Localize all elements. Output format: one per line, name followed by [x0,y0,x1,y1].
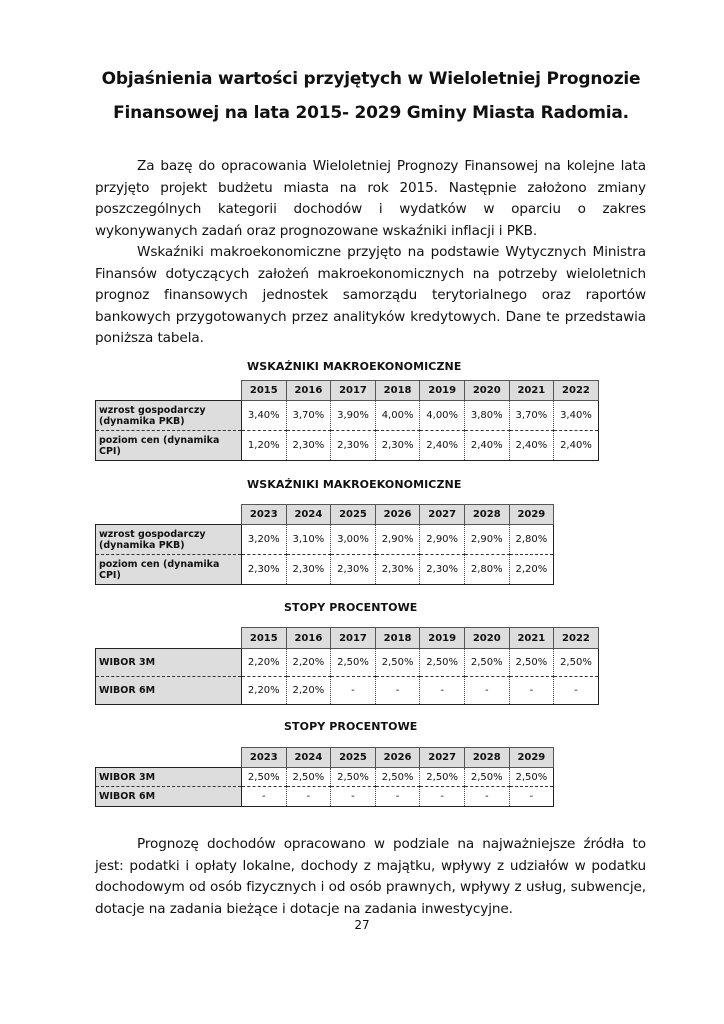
value-cell: - [331,787,376,807]
table-row [96,787,554,807]
value-cell: - [331,677,376,705]
year-header: 2026 [375,748,420,768]
year-header: 2028 [464,748,509,768]
year-header: 2021 [509,628,554,649]
value-cell: 2,50% [242,768,287,787]
value-cell: - [420,677,465,705]
table-caption-rates-1: STOPY PROCENTOWE [284,601,418,614]
value-cell: 2,40% [464,431,509,461]
macro-indicators-table-2015-2022 [95,380,599,461]
value-cell: 2,50% [375,649,420,677]
indicators-paragraph: Wskaźniki makroekonomiczne przyjęto na podstawie Wytycznych Ministra Finansów dotyczących założeń makroekonomicznych na potrzeby wieloletnich prognoz finansowych jednostek samorządu terytorialnego oraz raportów bankowych przygotowanych przez analityków kredytowych. Dane te przedstawia poniższa tabela. [95,244,646,346]
table-caption-macro-1: WSKAŹNIKI MAKROEKONOMICZNE [247,360,462,373]
value-cell: 3,10% [286,525,331,555]
value-cell: 2,30% [331,431,376,461]
value-cell: - [375,677,420,705]
value-cell: 2,20% [286,649,331,677]
year-header: 2025 [331,748,376,768]
year-header: 2016 [286,381,331,401]
table-row [96,677,599,705]
year-header: 2018 [375,628,420,649]
year-header: 2029 [509,505,554,525]
table-row [96,649,599,677]
year-header: 2026 [375,505,420,525]
value-cell: 2,50% [286,768,331,787]
year-header: 2028 [464,505,509,525]
value-cell: 2,30% [375,431,420,461]
value-cell: 2,90% [464,525,509,555]
table-row [96,555,554,585]
table-row [96,431,599,461]
value-cell: 2,90% [375,525,420,555]
value-cell: 2,50% [464,649,509,677]
intro-paragraph: Za bazę do opracowania Wieloletniej Prognozy Finansowej na kolejne lata przyjęto projekt budżetu miasta na rok 2015. Następnie założono zmiany poszczególnych kategorii dochodów i wydatków w oparciu o zakres wykonywanych zadań oraz prognozowane wskaźniki inflacji i PKB. [95,158,646,239]
row-label: wzrost gospodarczy (dynamika PKB) [96,401,242,431]
year-header: 2024 [286,505,331,525]
value-cell: - [464,787,509,807]
value-cell: - [464,677,509,705]
value-cell: 2,20% [286,677,331,705]
value-cell: 1,20% [242,431,287,461]
value-cell: 2,40% [554,431,599,461]
value-cell: - [375,787,420,807]
value-cell: 4,00% [375,401,420,431]
year-header: 2017 [331,628,376,649]
year-header: 2025 [331,505,376,525]
table-caption-rates-2: STOPY PROCENTOWE [284,720,418,733]
year-header: 2020 [464,381,509,401]
value-cell: 2,30% [242,555,287,585]
value-cell: 2,20% [242,677,287,705]
year-header: 2019 [420,628,465,649]
value-cell: 2,20% [509,555,554,585]
table-caption-macro-2: WSKAŹNIKI MAKROEKONOMICZNE [247,478,462,491]
year-header: 2016 [286,628,331,649]
header-blank-cell [96,748,242,768]
value-cell: 2,50% [420,768,465,787]
value-cell: - [509,787,554,807]
value-cell: 2,50% [554,649,599,677]
value-cell: 2,50% [509,768,554,787]
value-cell: 2,50% [331,649,376,677]
row-label: WIBOR 3M [96,768,242,787]
value-cell: 2,40% [420,431,465,461]
interest-rates-table-2023-2029 [95,747,554,807]
value-cell: 3,40% [242,401,287,431]
year-header: 2027 [420,748,465,768]
value-cell: 2,80% [464,555,509,585]
value-cell: 2,30% [286,431,331,461]
year-header: 2017 [331,381,376,401]
header-blank-cell [96,628,242,649]
year-header: 2019 [420,381,465,401]
value-cell: - [242,787,287,807]
value-cell: 2,30% [420,555,465,585]
value-cell: 2,50% [331,768,376,787]
row-label: WIBOR 3M [96,649,242,677]
year-header: 2022 [554,628,599,649]
value-cell: 2,80% [509,525,554,555]
title-line-1: Objaśnienia wartości przyjętych w Wieloletniej Prognozie [101,69,641,89]
value-cell: 2,50% [420,649,465,677]
value-cell: 2,30% [331,555,376,585]
value-cell: 3,40% [554,401,599,431]
macro-indicators-table-2023-2029 [95,504,554,585]
value-cell: - [420,787,465,807]
year-header: 2015 [242,628,287,649]
row-label: poziom cen (dynamika CPI) [96,431,242,461]
row-label: WIBOR 6M [96,787,242,807]
year-header: 2020 [464,628,509,649]
value-cell: 2,50% [375,768,420,787]
value-cell: - [554,677,599,705]
table-row [96,401,599,431]
year-header: 2024 [286,748,331,768]
value-cell: 2,50% [509,649,554,677]
value-cell: 3,20% [242,525,287,555]
value-cell: - [509,677,554,705]
year-header: 2015 [242,381,287,401]
table-row [96,525,554,555]
value-cell: 3,80% [464,401,509,431]
value-cell: 2,30% [375,555,420,585]
page-number: 27 [354,918,370,932]
year-header: 2018 [375,381,420,401]
year-header: 2021 [509,381,554,401]
header-blank-cell [96,381,242,401]
value-cell: 3,90% [331,401,376,431]
year-header: 2022 [554,381,599,401]
row-label: poziom cen (dynamika CPI) [96,555,242,585]
row-label: wzrost gospodarczy (dynamika PKB) [96,525,242,555]
value-cell: 4,00% [420,401,465,431]
value-cell: 2,90% [420,525,465,555]
interest-rates-table-2015-2022 [95,627,599,705]
value-cell: 2,20% [242,649,287,677]
header-blank-cell [96,505,242,525]
year-header: 2023 [242,505,287,525]
year-header: 2029 [509,748,554,768]
value-cell: 3,70% [286,401,331,431]
page-title [80,62,662,130]
title-line-2: Finansowej na lata 2015- 2029 Gminy Miasta Radomia. [113,103,629,123]
revenue-forecast-paragraph: Prognozę dochodów opracowano w podziale na najważniejsze źródła to jest: podatki i opłaty lokalne, dochody z majątku, wpływy z udziałów w podatku dochodowym od osób fizycznych i od osób prawnych, wpływy z usług, subwencje, dotacje na zadania bieżące i dotacje na zadania inwestycyjne. [95,836,646,917]
value-cell: - [286,787,331,807]
value-cell: 2,50% [464,768,509,787]
year-header: 2023 [242,748,287,768]
value-cell: 3,00% [331,525,376,555]
value-cell: 2,40% [509,431,554,461]
value-cell: 3,70% [509,401,554,431]
table-row [96,768,554,787]
year-header: 2027 [420,505,465,525]
row-label: WIBOR 6M [96,677,242,705]
value-cell: 2,30% [286,555,331,585]
